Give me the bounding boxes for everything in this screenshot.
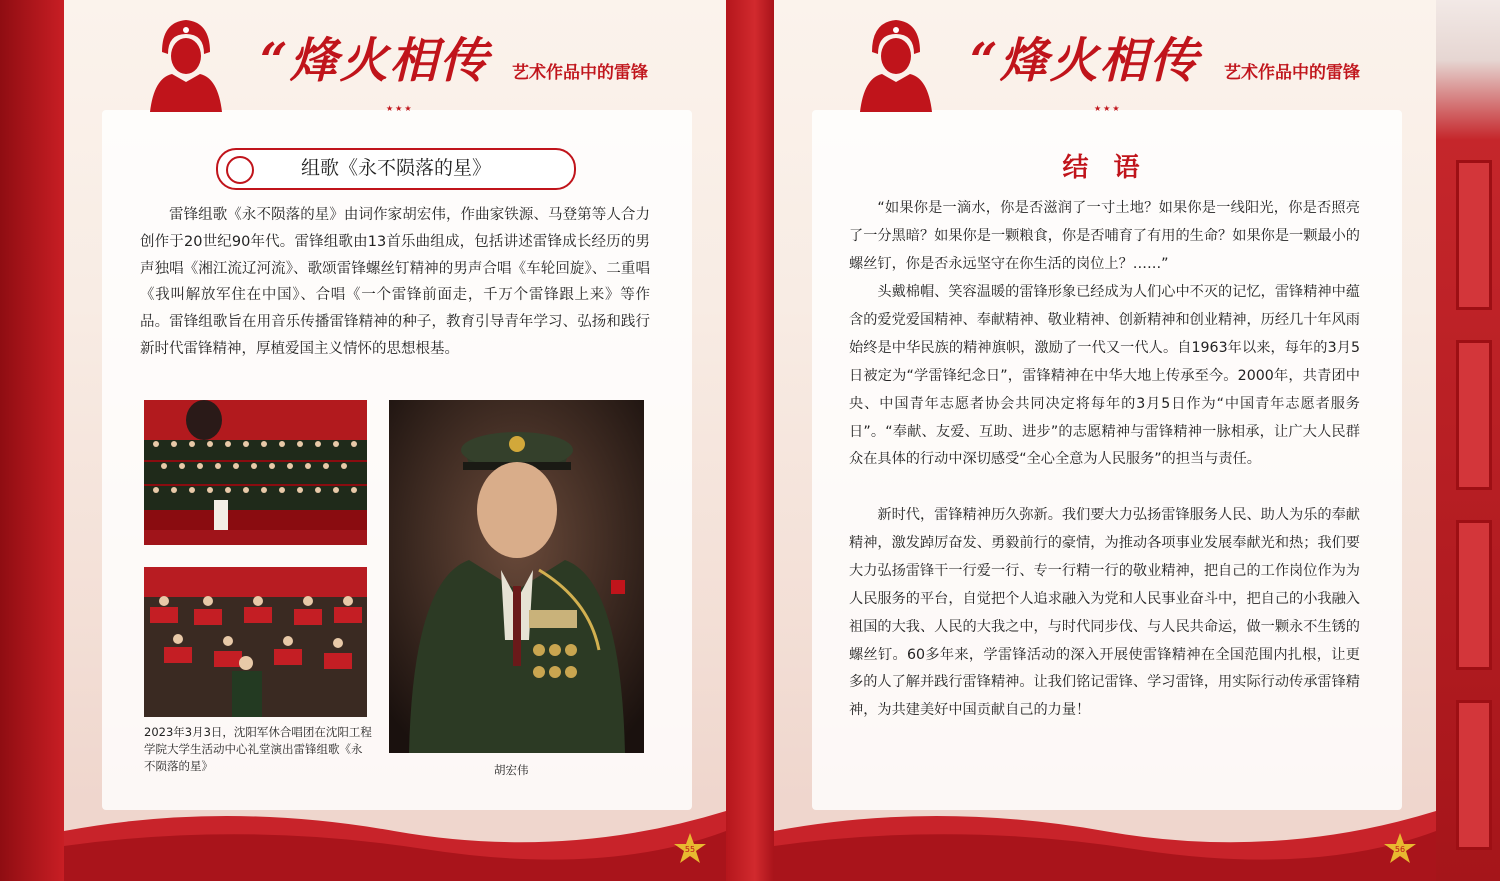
banner-subtitle: 艺术作品中的雷锋 (512, 63, 648, 83)
left-margin-background (0, 0, 64, 881)
left-page (64, 0, 726, 881)
decor-post (1456, 520, 1492, 670)
decor-post (1456, 160, 1492, 310)
portrait-caption: 胡宏伟 (494, 763, 529, 777)
lei-feng-silhouette-icon (146, 12, 226, 112)
page-number-left: 55 (684, 845, 696, 854)
right-page (774, 0, 1436, 881)
bottom-wave-decoration (774, 791, 1436, 881)
banner-subtitle: 艺术作品中的雷锋 (1224, 63, 1360, 83)
hu-hongwei-portrait (389, 400, 644, 753)
page-number-star-icon (1382, 831, 1418, 867)
closing-paragraph-3: 新时代，雷锋精神历久弥新。我们要大力弘扬雷锋服务人民、助人为乐的奉献精神，激发踔厉奋发、勇毅前行的豪情，为推动各项事业发展奉献光和热；我们要大力弘扬雷锋干一行爱一行、专一行精一行的敬业精神，把自己的工作岗位作为为人民服务的平台，自觉把个人追求融入为党和人民事业奋斗中，把自己的小我融入祖国的大我、人民的大我之中，与时代同步伐、与人民共命运，做一颗永不生锈的螺丝钉。60多年来，学雷锋活动的深入开展使雷锋精神在全国范围内扎根，让更多的人了解并践行雷锋精神。让我们铭记雷锋、学习雷锋，用实际行动传承雷锋精神，为共建美好中国贡献自己的力量！ (849, 507, 1360, 719)
decor-post (1456, 340, 1492, 490)
banner-title: “烽火相传 (260, 33, 490, 89)
closing-title: 结 语 (1062, 153, 1148, 183)
lei-feng-silhouette-icon (856, 12, 936, 112)
section-title: 组歌《永不陨落的星》 (300, 157, 491, 179)
closing-paragraph-1: “如果你是一滴水，你是否滋润了一寸土地？如果你是一线阳光，你是否照亮了一分黑暗？如果你是一颗粮食，你是否哺育了有用的生命？如果你是一颗最小的螺丝钉，你是否永远坚守在你生活的岗位上？……” (849, 200, 1360, 272)
choir-photo-bottom (144, 567, 367, 717)
page-number-right: 56 (1394, 845, 1406, 854)
banner-stars: ★★★ (1094, 104, 1122, 113)
right-margin-background (1436, 0, 1500, 881)
center-gutter-background (726, 0, 774, 881)
banner-stars: ★★★ (386, 104, 414, 113)
choir-photo-top (144, 400, 367, 545)
closing-paragraph-2: 头戴棉帽、笑容温暖的雷锋形象已经成为人们心中不灭的记忆，雷锋精神中蕴含的爱党爱国精神、奉献精神、敬业精神、创新精神和创业精神，历经几十年风雨始终是中华民族的精神旗帜，激励了一代又一代人。自1963年以来，每年的3月5日被定为“学雷锋纪念日”，雷锋精神在中华大地上传承至今。2000年，共青团中央、中国青年志愿者协会共同决定将每年的3月5日作为“中国青年志愿者服务日”。“奉献、友爱、互助、进步”的志愿精神与雷锋精神一脉相承，让广大人民群众在具体的行动中深切感受“全心全意为人民服务”的担当与责任。 (849, 284, 1360, 468)
section-body: 雷锋组歌《永不陨落的星》由词作家胡宏伟，作曲家铁源、马登第等人合力创作于20世纪90年代。雷锋组歌由13首乐曲组成，包括讲述雷锋成长经历的男声独唱《湘江流辽河流》、歌颂雷锋螺丝钉精神的男声合唱《车轮回旋》、二重唱《我叫解放军住在中国》、合唱《一个雷锋前面走，千万个雷锋跟上来》等作品。雷锋组歌旨在用音乐传播雷锋精神的种子，教育引导青年学习、弘扬和践行新时代雷锋精神，厚植爱国主义情怀的思想根基。 (140, 207, 650, 357)
page-number-star-icon (672, 831, 708, 867)
bottom-wave-decoration (64, 791, 726, 881)
flower-icon (226, 156, 254, 184)
decor-post (1456, 700, 1492, 850)
section-title-pill (216, 148, 576, 190)
choir-photo-caption: 2023年3月3日，沈阳军休合唱团在沈阳工程学院大学生活动中心礼堂演出雷锋组歌《永不陨落的星》 (144, 725, 372, 773)
banner-title: “烽火相传 (970, 33, 1200, 89)
